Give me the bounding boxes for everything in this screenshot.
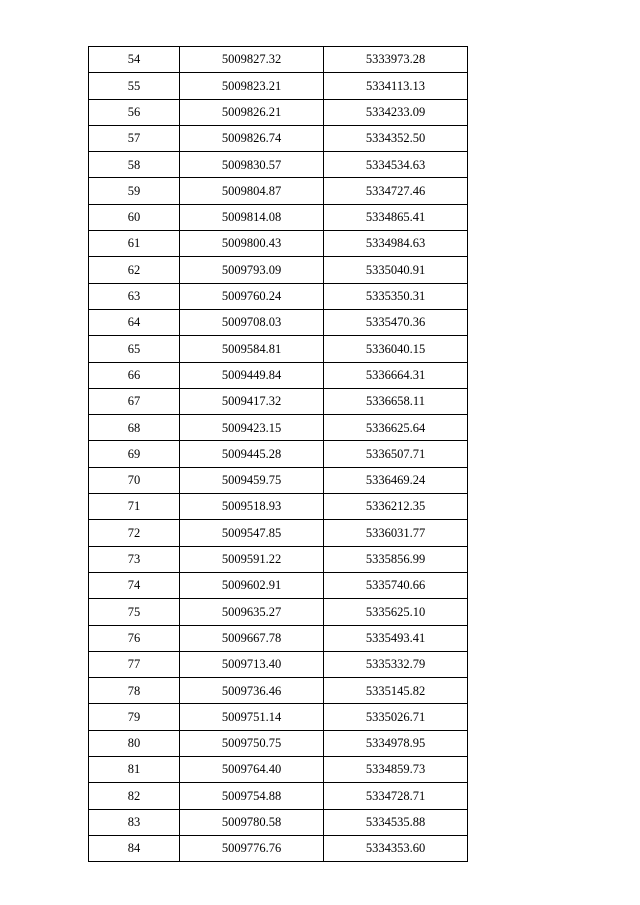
table-row [89,178,468,204]
x-coordinate-cell: 5009584.81 [180,336,324,362]
y-coordinate-cell: 5336469.24 [324,467,468,493]
table-row [89,441,468,467]
table-row [89,572,468,598]
point-number-cell: 59 [89,178,180,204]
x-coordinate-cell: 5009449.84 [180,362,324,388]
table-row [89,362,468,388]
x-coordinate-cell: 5009751.14 [180,704,324,730]
point-number-cell: 66 [89,362,180,388]
table-row [89,599,468,625]
table-row [89,678,468,704]
x-coordinate-cell: 5009804.87 [180,178,324,204]
y-coordinate-cell: 5334865.41 [324,204,468,230]
coordinate-table [88,46,468,862]
table-row [89,73,468,99]
point-number-cell: 84 [89,835,180,861]
table-row [89,651,468,677]
table-row [89,388,468,414]
table-row [89,494,468,520]
point-number-cell: 58 [89,152,180,178]
y-coordinate-cell: 5335350.31 [324,283,468,309]
table-row [89,231,468,257]
y-coordinate-cell: 5336040.15 [324,336,468,362]
x-coordinate-cell: 5009793.09 [180,257,324,283]
y-coordinate-cell: 5333973.28 [324,47,468,73]
table-row [89,625,468,651]
y-coordinate-cell: 5334984.63 [324,231,468,257]
x-coordinate-cell: 5009591.22 [180,546,324,572]
table-row [89,257,468,283]
point-number-cell: 64 [89,309,180,335]
point-number-cell: 54 [89,47,180,73]
x-coordinate-cell: 5009823.21 [180,73,324,99]
point-number-cell: 69 [89,441,180,467]
point-number-cell: 60 [89,204,180,230]
point-number-cell: 79 [89,704,180,730]
x-coordinate-cell: 5009814.08 [180,204,324,230]
y-coordinate-cell: 5335470.36 [324,309,468,335]
table-row [89,336,468,362]
point-number-cell: 80 [89,730,180,756]
point-number-cell: 74 [89,572,180,598]
x-coordinate-cell: 5009736.46 [180,678,324,704]
y-coordinate-cell: 5334728.71 [324,783,468,809]
table-row [89,546,468,572]
x-coordinate-cell: 5009459.75 [180,467,324,493]
x-coordinate-cell: 5009776.76 [180,835,324,861]
x-coordinate-cell: 5009708.03 [180,309,324,335]
table-row [89,730,468,756]
x-coordinate-cell: 5009518.93 [180,494,324,520]
y-coordinate-cell: 5334535.88 [324,809,468,835]
y-coordinate-cell: 5335493.41 [324,625,468,651]
point-number-cell: 57 [89,125,180,151]
x-coordinate-cell: 5009826.21 [180,99,324,125]
point-number-cell: 77 [89,651,180,677]
y-coordinate-cell: 5334727.46 [324,178,468,204]
y-coordinate-cell: 5334534.63 [324,152,468,178]
y-coordinate-cell: 5335026.71 [324,704,468,730]
x-coordinate-cell: 5009423.15 [180,415,324,441]
y-coordinate-cell: 5335856.99 [324,546,468,572]
y-coordinate-cell: 5334353.60 [324,835,468,861]
point-number-cell: 70 [89,467,180,493]
point-number-cell: 63 [89,283,180,309]
point-number-cell: 68 [89,415,180,441]
table-row [89,99,468,125]
table-row [89,809,468,835]
y-coordinate-cell: 5335145.82 [324,678,468,704]
point-number-cell: 73 [89,546,180,572]
point-number-cell: 61 [89,231,180,257]
y-coordinate-cell: 5336625.64 [324,415,468,441]
x-coordinate-cell: 5009635.27 [180,599,324,625]
x-coordinate-cell: 5009713.40 [180,651,324,677]
point-number-cell: 67 [89,388,180,414]
y-coordinate-cell: 5336664.31 [324,362,468,388]
table-row [89,309,468,335]
x-coordinate-cell: 5009602.91 [180,572,324,598]
table-row [89,757,468,783]
y-coordinate-cell: 5334113.13 [324,73,468,99]
point-number-cell: 55 [89,73,180,99]
y-coordinate-cell: 5336212.35 [324,494,468,520]
y-coordinate-cell: 5336658.11 [324,388,468,414]
x-coordinate-cell: 5009667.78 [180,625,324,651]
point-number-cell: 71 [89,494,180,520]
x-coordinate-cell: 5009780.58 [180,809,324,835]
point-number-cell: 56 [89,99,180,125]
x-coordinate-cell: 5009827.32 [180,47,324,73]
table-row [89,283,468,309]
point-number-cell: 76 [89,625,180,651]
point-number-cell: 62 [89,257,180,283]
table-row [89,125,468,151]
y-coordinate-cell: 5335625.10 [324,599,468,625]
x-coordinate-cell: 5009750.75 [180,730,324,756]
table-row [89,415,468,441]
x-coordinate-cell: 5009417.32 [180,388,324,414]
table-row [89,835,468,861]
point-number-cell: 83 [89,809,180,835]
table-row [89,520,468,546]
y-coordinate-cell: 5334978.95 [324,730,468,756]
y-coordinate-cell: 5335740.66 [324,572,468,598]
table-row [89,47,468,73]
y-coordinate-cell: 5335040.91 [324,257,468,283]
point-number-cell: 82 [89,783,180,809]
y-coordinate-cell: 5334233.09 [324,99,468,125]
coordinate-table-body [89,47,468,862]
y-coordinate-cell: 5336031.77 [324,520,468,546]
x-coordinate-cell: 5009800.43 [180,231,324,257]
point-number-cell: 72 [89,520,180,546]
y-coordinate-cell: 5334859.73 [324,757,468,783]
x-coordinate-cell: 5009754.88 [180,783,324,809]
point-number-cell: 81 [89,757,180,783]
y-coordinate-cell: 5334352.50 [324,125,468,151]
point-number-cell: 75 [89,599,180,625]
x-coordinate-cell: 5009830.57 [180,152,324,178]
table-row [89,467,468,493]
x-coordinate-cell: 5009760.24 [180,283,324,309]
point-number-cell: 65 [89,336,180,362]
x-coordinate-cell: 5009445.28 [180,441,324,467]
x-coordinate-cell: 5009547.85 [180,520,324,546]
table-row [89,204,468,230]
y-coordinate-cell: 5335332.79 [324,651,468,677]
table-row [89,704,468,730]
x-coordinate-cell: 5009764.40 [180,757,324,783]
table-row [89,783,468,809]
point-number-cell: 78 [89,678,180,704]
y-coordinate-cell: 5336507.71 [324,441,468,467]
table-row [89,152,468,178]
x-coordinate-cell: 5009826.74 [180,125,324,151]
